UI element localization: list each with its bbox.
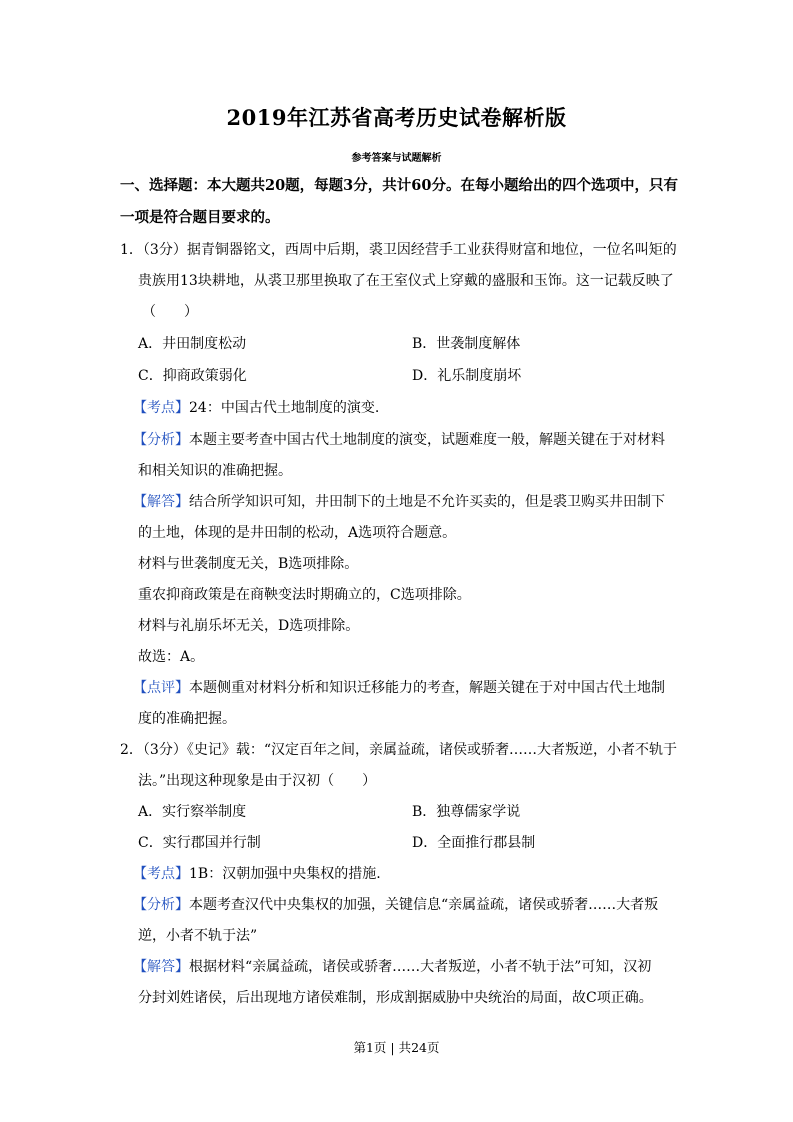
q2-kaodian — [133, 864, 381, 884]
q2-option-d: D．全面推行郡县制 — [412, 835, 536, 851]
q2-option-b: B．独尊儒家学说 — [412, 804, 521, 820]
jieda-tag: 【解答】 — [133, 959, 189, 975]
q1-option-d: D．礼乐制度崩坏 — [412, 368, 522, 384]
kaodian-tag: 【考点】 — [133, 400, 189, 416]
q2-stem-line-1: 2．（3分）《史记》载：“汉定百年之间，亲属益疏，诸侯或骄奢……大者叛逆，小者不轨于 — [120, 742, 677, 758]
q1-jieda-line-5: 材料与礼崩乐坏无关，D选项排除。 — [138, 618, 360, 634]
section-heading-line-2: 一项是符合题目要求的。 — [120, 209, 280, 226]
q1-jieda-line-2: 的土地，体现的是井田制的松动，A选项符合题意。 — [138, 525, 457, 541]
document-subtitle: 参考答案与试题解析 — [351, 153, 442, 164]
q2-option-a: A．实行察举制度 — [138, 804, 247, 820]
q2-option-c: C．实行郡国并行制 — [138, 835, 261, 851]
q1-option-b: B．世袭制度解体 — [412, 336, 521, 352]
q2-jieda-line-1 — [133, 957, 651, 977]
q2-jieda-line-2: 分封刘姓诸侯，后出现地方诸侯难制，形成割据威胁中央统治的局面，故C项正确。 — [138, 990, 653, 1006]
section-heading-line-1: 一、选择题：本大题共20题，每题3分，共计60分。在每小题给出的四个选项中，只有 — [120, 177, 678, 194]
q2-fenxi-line-2: 逆，小者不轨于法” — [138, 928, 258, 944]
q1-dianping-line-2: 度的准确把握。 — [138, 711, 236, 727]
document-title: 2019年江苏省高考历史试卷解析版 — [226, 105, 567, 130]
q1-option-c: C．抑商政策弱化 — [138, 368, 247, 384]
q1-fenxi-line-2: 和相关知识的准确把握。 — [138, 463, 292, 479]
q1-jieda-line-4: 重农抑商政策是在商鞅变法时期确立的，C选项排除。 — [138, 587, 471, 603]
q1-fenxi-line-1 — [133, 430, 665, 450]
q1-stem-line-2: 贵族用13块耕地，从裘卫那里换取了在王室仪式上穿戴的盛服和玉饰。这一记载反映了 — [138, 273, 674, 289]
dianping-text: 本题侧重对材料分析和知识迁移能力的考查，解题关键在于对中国古代土地制 — [189, 680, 665, 696]
jieda-text: 根据材料“亲属益疏，诸侯或骄奢……大者叛逆，小者不轨于法”可知，汉初 — [189, 959, 652, 975]
jieda-text: 结合所学知识可知，井田制下的土地是不允许买卖的，但是裘卫购买井田制下 — [189, 494, 665, 510]
q1-jieda-line-3: 材料与世袭制度无关，B选项排除。 — [138, 556, 359, 572]
fenxi-text: 本题考查汉代中央集权的加强，关键信息“亲属益疏，诸侯或骄奢……大者叛 — [189, 897, 659, 913]
jieda-tag: 【解答】 — [133, 494, 189, 510]
fenxi-tag: 【分析】 — [133, 897, 189, 913]
q1-jieda-line-1 — [133, 492, 665, 512]
page-footer: 第1页 | 共24页 — [353, 1040, 440, 1055]
q1-kaodian — [133, 398, 379, 418]
q2-fenxi-line-1 — [133, 895, 658, 915]
fenxi-tag: 【分析】 — [133, 432, 189, 448]
kaodian-text: 24：中国古代土地制度的演变. — [189, 400, 380, 416]
kaodian-text: 1B：汉朝加强中央集权的措施. — [189, 866, 381, 882]
dianping-tag: 【点评】 — [133, 680, 189, 696]
q1-stem-line-1: 1．（3分）据青铜器铭文，西周中后期，裘卫因经营手工业获得财富和地位，一位名叫矩的 — [120, 242, 677, 258]
q2-stem-line-2: 法。”出现这种现象是由于汉初（ ） — [138, 773, 377, 789]
q1-option-a: A．井田制度松动 — [138, 336, 247, 352]
kaodian-tag: 【考点】 — [133, 866, 189, 882]
fenxi-text: 本题主要考查中国古代土地制度的演变，试题难度一般，解题关键在于对材料 — [189, 432, 665, 448]
q1-jieda-line-6: 故选：A。 — [138, 649, 205, 665]
q1-dianping-line-1 — [133, 678, 665, 698]
q1-stem-line-3: （ ） — [142, 304, 198, 320]
